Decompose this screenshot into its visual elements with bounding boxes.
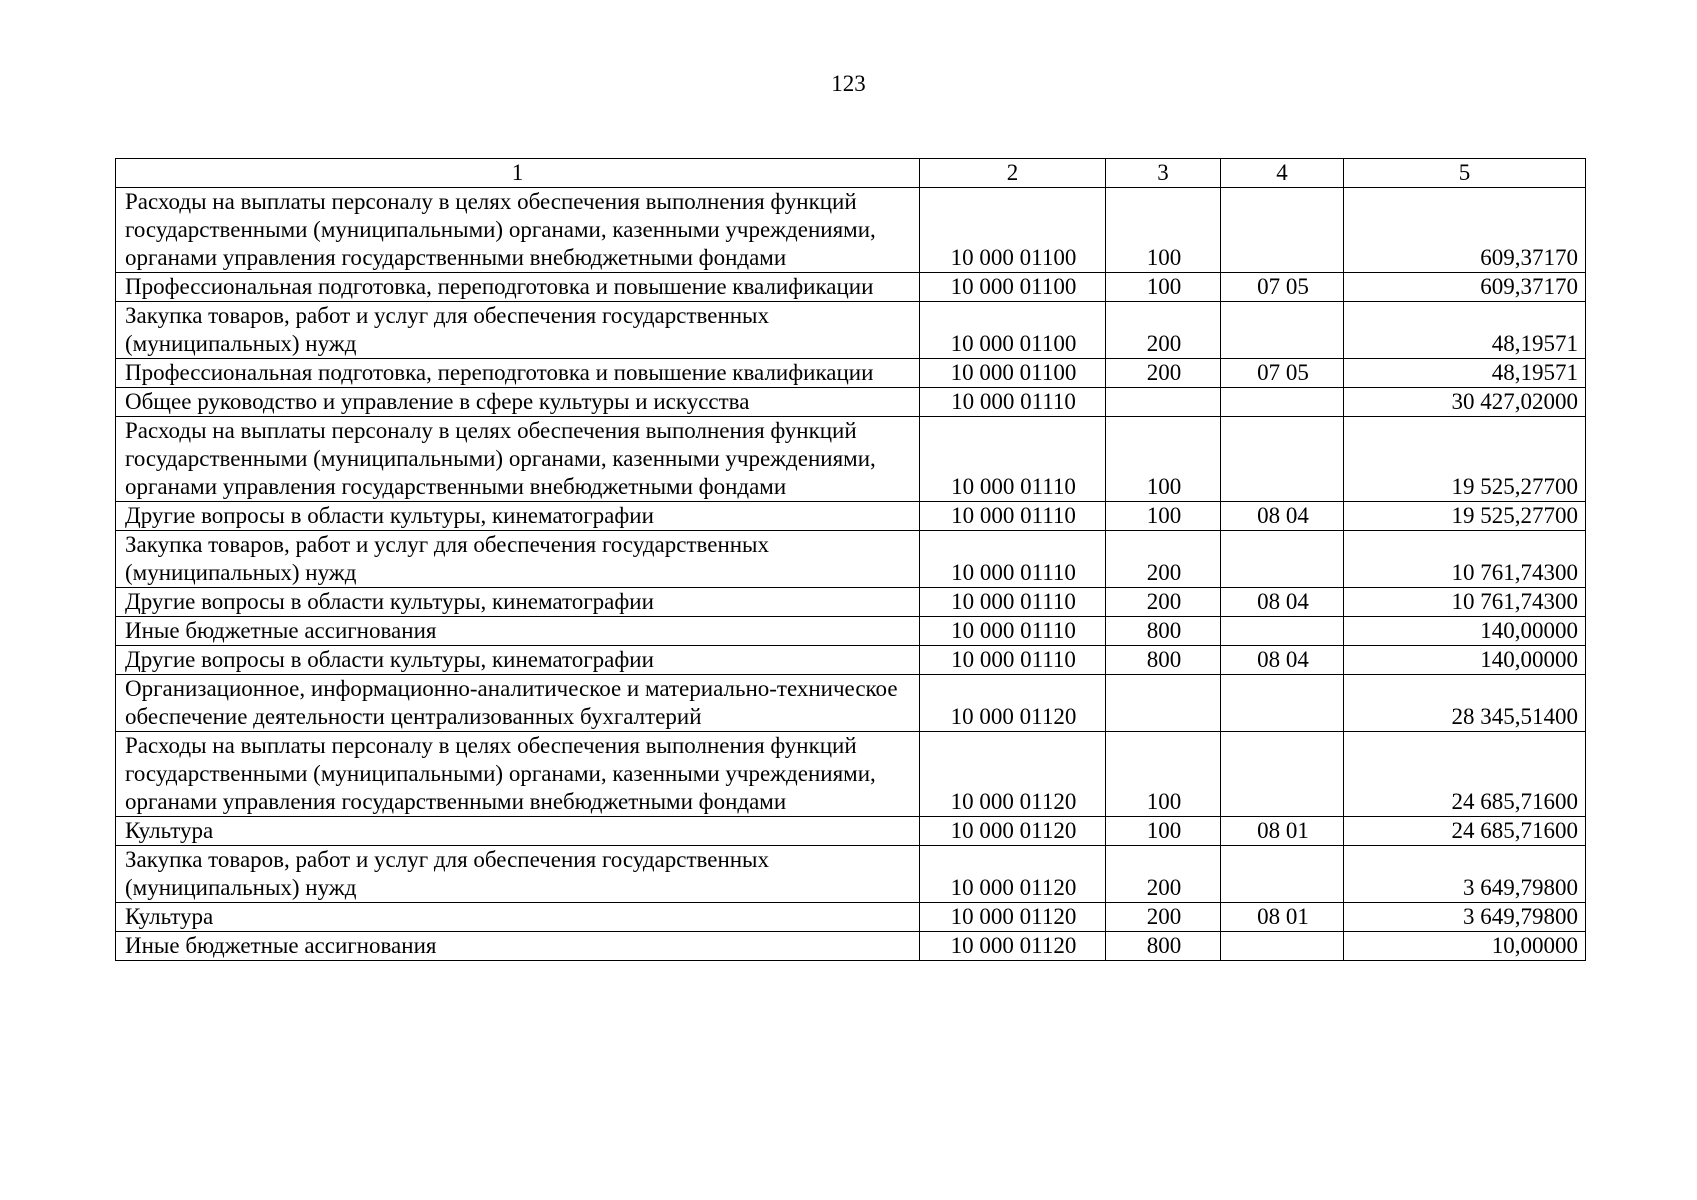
cell-amount: 19 525,27700 (1344, 417, 1586, 502)
cell-target-code: 10 000 01100 (920, 302, 1106, 359)
cell-section: 08 01 (1221, 903, 1344, 932)
cell-section (1221, 675, 1344, 732)
cell-name: Закупка товаров, работ и услуг для обеспечения государственных (муниципальных) нужд (116, 302, 920, 359)
cell-name: Расходы на выплаты персоналу в целях обеспечения выполнения функций государственными (муниципальными) органами, казенными учреждениями, органами управления государственными внебюджетными фондами (116, 732, 920, 817)
cell-section (1221, 417, 1344, 502)
cell-target-code: 10 000 01110 (920, 531, 1106, 588)
cell-name: Профессиональная подготовка, переподготовка и повышение квалификации (116, 359, 920, 388)
cell-target-code: 10 000 01120 (920, 675, 1106, 732)
table-row (116, 646, 1586, 675)
cell-target-code: 10 000 01110 (920, 588, 1106, 617)
table-row (116, 732, 1586, 817)
table-row (116, 588, 1586, 617)
page-number: 123 (831, 71, 866, 96)
cell-amount: 24 685,71600 (1344, 732, 1586, 817)
cell-section (1221, 302, 1344, 359)
cell-amount: 10,00000 (1344, 932, 1586, 961)
cell-expense-type (1106, 675, 1221, 732)
cell-name: Иные бюджетные ассигнования (116, 617, 920, 646)
table-row (116, 302, 1586, 359)
column-header-3: 3 (1106, 159, 1221, 188)
cell-section: 08 04 (1221, 646, 1344, 675)
cell-section: 07 05 (1221, 359, 1344, 388)
table-row (116, 531, 1586, 588)
cell-expense-type: 100 (1106, 417, 1221, 502)
cell-name: Другие вопросы в области культуры, кинематографии (116, 588, 920, 617)
cell-amount: 609,37170 (1344, 273, 1586, 302)
cell-section: 08 04 (1221, 588, 1344, 617)
cell-expense-type: 200 (1106, 903, 1221, 932)
cell-section (1221, 531, 1344, 588)
table-row (116, 617, 1586, 646)
cell-section (1221, 932, 1344, 961)
cell-target-code: 10 000 01120 (920, 817, 1106, 846)
cell-expense-type: 100 (1106, 502, 1221, 531)
cell-expense-type: 100 (1106, 188, 1221, 273)
cell-target-code: 10 000 01110 (920, 502, 1106, 531)
cell-section: 08 04 (1221, 502, 1344, 531)
cell-name: Культура (116, 903, 920, 932)
cell-target-code: 10 000 01120 (920, 732, 1106, 817)
cell-amount: 609,37170 (1344, 188, 1586, 273)
cell-target-code: 10 000 01110 (920, 646, 1106, 675)
cell-name: Общее руководство и управление в сфере культуры и искусства (116, 388, 920, 417)
cell-target-code: 10 000 01100 (920, 188, 1106, 273)
table-row (116, 502, 1586, 531)
table-row (116, 846, 1586, 903)
cell-name: Профессиональная подготовка, переподготовка и повышение квалификации (116, 273, 920, 302)
cell-amount: 48,19571 (1344, 359, 1586, 388)
cell-expense-type: 200 (1106, 359, 1221, 388)
cell-target-code: 10 000 01120 (920, 903, 1106, 932)
table-body (116, 188, 1586, 961)
cell-amount: 10 761,74300 (1344, 588, 1586, 617)
table-row (116, 273, 1586, 302)
table-row (116, 903, 1586, 932)
cell-expense-type: 800 (1106, 617, 1221, 646)
cell-name: Закупка товаров, работ и услуг для обеспечения государственных (муниципальных) нужд (116, 531, 920, 588)
cell-section (1221, 617, 1344, 646)
table-row (116, 359, 1586, 388)
cell-name: Культура (116, 817, 920, 846)
cell-name: Другие вопросы в области культуры, кинематографии (116, 502, 920, 531)
cell-expense-type: 200 (1106, 846, 1221, 903)
cell-name: Другие вопросы в области культуры, кинематографии (116, 646, 920, 675)
table-header (116, 159, 1586, 188)
cell-expense-type: 800 (1106, 932, 1221, 961)
table-row (116, 932, 1586, 961)
table-row (116, 388, 1586, 417)
cell-name: Организационное, информационно-аналитическое и материально-техническое обеспечение деятельности централизованных бухгалтерий (116, 675, 920, 732)
cell-section (1221, 846, 1344, 903)
table-row (116, 675, 1586, 732)
cell-expense-type: 100 (1106, 273, 1221, 302)
cell-target-code: 10 000 01120 (920, 932, 1106, 961)
cell-expense-type: 200 (1106, 588, 1221, 617)
cell-section: 07 05 (1221, 273, 1344, 302)
cell-amount: 28 345,51400 (1344, 675, 1586, 732)
cell-amount: 10 761,74300 (1344, 531, 1586, 588)
cell-amount: 3 649,79800 (1344, 903, 1586, 932)
column-header-1: 1 (116, 159, 920, 188)
cell-expense-type: 200 (1106, 531, 1221, 588)
cell-section: 08 01 (1221, 817, 1344, 846)
cell-amount: 140,00000 (1344, 646, 1586, 675)
cell-target-code: 10 000 01110 (920, 417, 1106, 502)
cell-amount: 30 427,02000 (1344, 388, 1586, 417)
cell-section (1221, 388, 1344, 417)
budget-table (115, 158, 1586, 961)
cell-amount: 48,19571 (1344, 302, 1586, 359)
cell-section (1221, 188, 1344, 273)
cell-expense-type: 100 (1106, 732, 1221, 817)
cell-target-code: 10 000 01110 (920, 617, 1106, 646)
cell-amount: 140,00000 (1344, 617, 1586, 646)
cell-expense-type: 200 (1106, 302, 1221, 359)
cell-expense-type: 800 (1106, 646, 1221, 675)
table-row (116, 417, 1586, 502)
cell-target-code: 10 000 01100 (920, 359, 1106, 388)
column-header-5: 5 (1344, 159, 1586, 188)
cell-name: Расходы на выплаты персоналу в целях обеспечения выполнения функций государственными (муниципальными) органами, казенными учреждениями, органами управления государственными внебюджетными фондами (116, 188, 920, 273)
cell-section (1221, 732, 1344, 817)
cell-expense-type: 100 (1106, 817, 1221, 846)
cell-target-code: 10 000 01100 (920, 273, 1106, 302)
header-row (116, 159, 1586, 188)
cell-name: Закупка товаров, работ и услуг для обеспечения государственных (муниципальных) нужд (116, 846, 920, 903)
cell-amount: 24 685,71600 (1344, 817, 1586, 846)
cell-expense-type (1106, 388, 1221, 417)
table-row (116, 188, 1586, 273)
column-header-2: 2 (920, 159, 1106, 188)
cell-amount: 3 649,79800 (1344, 846, 1586, 903)
cell-name: Иные бюджетные ассигнования (116, 932, 920, 961)
cell-target-code: 10 000 01110 (920, 388, 1106, 417)
cell-name: Расходы на выплаты персоналу в целях обеспечения выполнения функций государственными (муниципальными) органами, казенными учреждениями, органами управления государственными внебюджетными фондами (116, 417, 920, 502)
cell-amount: 19 525,27700 (1344, 502, 1586, 531)
table-row (116, 817, 1586, 846)
cell-target-code: 10 000 01120 (920, 846, 1106, 903)
column-header-4: 4 (1221, 159, 1344, 188)
